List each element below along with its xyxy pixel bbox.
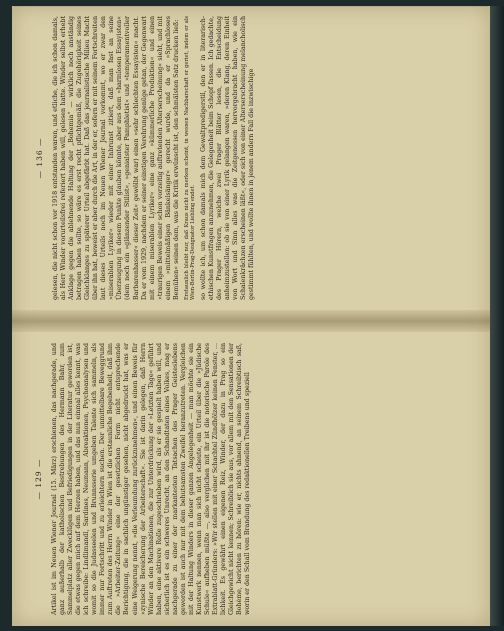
page-number: — 136 — [35, 137, 44, 179]
background-edge [490, 6, 504, 626]
body-paragraph: so wollte ich, um schon damals mich dem Gewaltpredigerstil, den er in literarisch-ethischen Kunstfragen anzunehmen, die Gelegenheit beim Schopf fassen. Ich gedachte, des Prager Hörern, welche zwei Prager Blätter lesen, die Entscheidung anheimzustellen: ob sie von einer Lyrik gelangen waren, »deren Klang, deren Einheit von Wort und Sinn alles was die Zeitgenossen hervorgebracht haben, wie ein Schalenkrächzen erscheinen läßt«, oder sich von einer Alterserscheinung melancholisch gestimmt fühlten, und wollte ihnen in jenem andern Fall die inzwischige [199, 16, 255, 300]
right-page [12, 332, 490, 626]
footnote: Erstaunlich bleibt nur, daß Kraus nicht zu merken scheint, in wessen Nachbarschaft er geriet, indem er als Wien-Berlin-Prag-Designator Liebling endet. [183, 16, 197, 300]
body-paragraph: Artikel ist im Neuen Wiener Journal (15. März) erschienen, das nachgerade, und ganz außerhalb der katholischen Bestrebungen des Hermann Bahr, zum Sammelplatz aller Zwecklügen und Befriedigungen in der Literatur geworden ist, die etwas gegen mich auf dem Herzen haben, und das nun einmal alles kennt, was ich schreibe: Lindlimandl, Sardines, Neumann, Abreaktionen, Psychoanalysen und womit so die Judasseelen und Brunnsserie umgeben Talente sich sammeln, als immer nur Fortschritt und zu erleichtern suchen. Der unmittelbare Beweggrund zum Auftreten des Herrn Winder in Wien ist die erstaunliche Begebenheit, daß ihm die »Arbeiter-Zeitung« eine der gesetzlichen Form nicht entsprechende Berichtigung, die in sachlich ungünstiger gesehen, nicht abgedruckt hat, was er eine Weigerung nennt, »die Verleumdung zurückzunehmen«, und einen Beweis für »zynische Bereicherung der Arbeiterschaft«. Sie ist darin gelegen, daß Herrn Winder an den Machinationen, die zur Unterdrückung der »Letzten Tage« geführt haben, eine aktivere Rolle zugeschrieben wird, als er sie gespielt haben will, und sicherlich ist es ein schweres Unrecht, an den Schandtaten eines Volkes, mag er nachgerade zu einer der markantesten Tatsachen des Prager Geisteslebens geworden ist auch nur mit dem behutsamsten Zweifel heranzutreten. Vergleichen mit der Haltung Winders in dieser ganzen Angelegenheit — man möchte sie ein Kunstwerk nennen, wenn man sich nicht scheute, ein Urteil über die »Jüdische Schule« aufheben müßte —, also verglichen mit ihr ist die notorische Parole des Extrablatt-Gründers: »Wir stellen mit einer Schachtel Zündhölzer keinen Fenster, ... lichkeit. Es gewährt einen eigenen Reiz, Winder, der dazu in Prag so ein Gleichgewicht nicht kennen; Schreiblich sie aus, vor allem mit den Sensationen der Bohème, berichten zu hören: wie er, nichts ahnend, an seinem Schreibtisch saß, worin er den Schall vom Brandung des redaktionellen Treibens und speziell [51, 343, 252, 615]
page-number: — 129 — [34, 458, 43, 500]
book-spread [12, 6, 490, 626]
left-page [12, 6, 490, 310]
body-paragraph: gelesen, die nicht schon vor 1918 entstanden waren, und etliche, die ich schon damals, als Herr Winder vorurteilsfrei referiert haben will, gelesen hatte. Winder selbst erhebt Anklage gegen die ablehnende Haltung der „Bohemia“ — wirklich noch anständig betragen haben sollte, so wäre es erst recht pflichtgemäß, die Zugehörigkeit seines Gleichklanges zu späterer Urteil abgefärbt hat. Daß das journalistische Milieu Macht über ihn hat, beweist er aber durch die Art, in der er, sofern er mit seinem Fortschreiten laut dieses Urteils noch im Neuen Wiener Journal vorkommt, wo er zwar den »miserablen Lyriker« wieder mit einer Inbrunst zitiert, daß man fast an seine Überzeugung in diesem Punkte glauben könnte, aber aus dem »harmlosen Essayisten« (dem noch ein »glänzender Stilist«, »genialster Pamphletist« und »temperamentvoller Barbarenhasser« dieser Zeit« gewölbt war) einen »sehr schlechten Essayisten« macht. Da er vom 1929, nachdem er seiner einstigen Verehrung genüge getan, der Gegenwart mit einem miserablen Lyriker« eine ganz »kümmerliche Produktion« und einen »traurigen Beweis einer schon vorzeitig auftretenden Alterserscheinung« sieht, und mit einem »mittelmäßigen Bänkelsänger« gerecht wurde, und da er »Sprachloses Bemühen« seinen dem, was die Kritik erwünscht ist, den schmälsten Satz drucken ließ: [52, 16, 180, 300]
book-gutter [12, 310, 490, 332]
left-page-text-block [36, 16, 466, 300]
right-page-text-block [35, 343, 467, 615]
